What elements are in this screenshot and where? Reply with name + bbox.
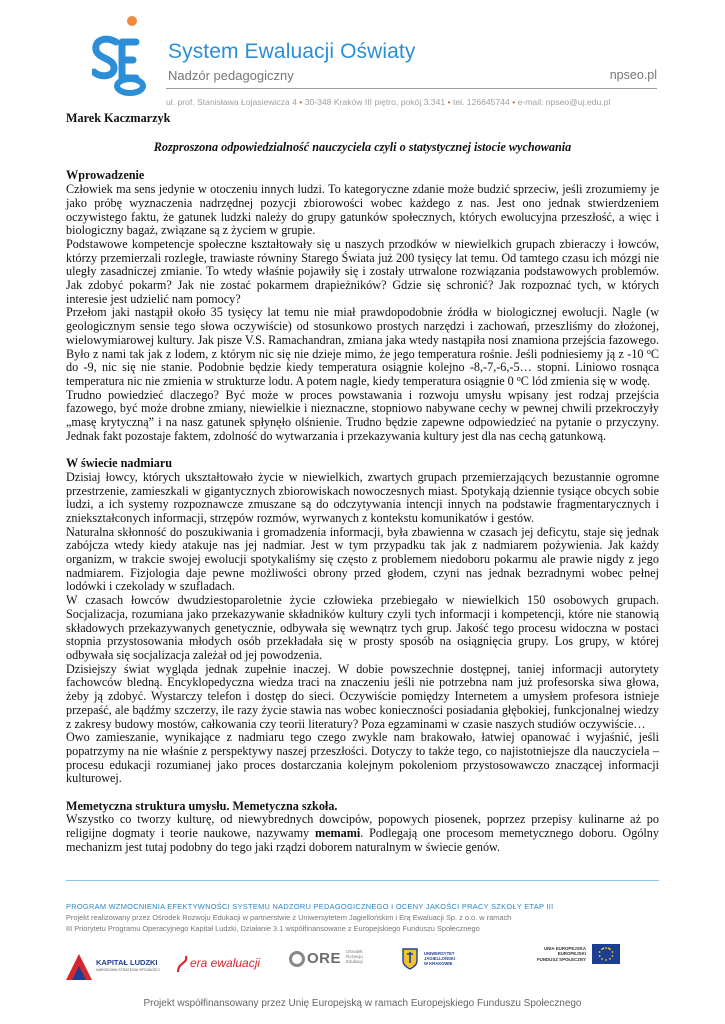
author-name: Marek Kaczmarzyk	[66, 111, 171, 125]
section-heading: Wprowadzenie	[66, 168, 145, 183]
footer-cofinancing-note: Projekt współfinansowany przez Unię Europejską w ramach Europejskiego Funduszu Społecznego	[143, 998, 582, 1009]
uj-text-line: UNIWERSYTET	[424, 951, 455, 956]
address-bullet: •	[447, 97, 453, 107]
uj-logo	[402, 948, 502, 982]
logo-letter-e	[122, 42, 136, 78]
paragraph: Człowiek ma sens jedynie w otoczeniu innych ludzi. To kategoryczne zdanie może budzić sprzeciw, jeśli zrozumiemy je jako próbę wyznaczenia nadrzędnej pozycji zbiorowości wobec każdego z nas. Jest ono jednak stwierdzeniem oczywistego faktu, że gatunek ludzki należy do grupy gatunków społecznych, których ewolucyjna przeszłość, a więc i biologiczny bagaż, związane są z życiem w grupie.	[66, 182, 659, 238]
ore-circle-icon	[288, 950, 306, 968]
eu-text-line: EUROPEJSKI	[557, 951, 586, 957]
paragraph: Dzisiejszy świat wygląda jednak zupełnie inaczej. W dobie powszechnie dostępnej, taniej informacji autorytety fachowców bledną. Encyklopedyczna wiedza traci na znaczeniu jeśli nie potrzebna nam już profesorska siwa głowa, żeby ją zdobyć. Wystarczy telefon i dostęp do sieci. Oczywiście pomiędzy Internetem a umysłem profesora istnieje przepaść, ale bądźmy szczerzy, ile razy życie stawia nas wobec konieczności posiadania głębokiej, funkcjonalnej wiedzy z zakresy budowy mostów, całkowania czy teorii literatury? Poza egzaminami w czasie naszych studiów oczywiście…	[66, 661, 659, 731]
address-street: ul. prof. Stanisława Łojasiewicza 4	[166, 97, 297, 107]
header-divider	[166, 88, 657, 89]
section-spacer	[66, 443, 659, 457]
address-city: 30-348 Kraków III piętro, pokój 3.341	[304, 97, 446, 107]
address-phone: tel. 126645744	[452, 97, 510, 107]
section-heading: Memetyczna struktura umysłu. Memetyczna szkoła.	[66, 798, 338, 813]
era-ewaluacji-logo	[176, 952, 266, 982]
paragraph: Przełom jaki nastąpił około 35 tysięcy lat temu nie miał prawdopodobnie źródła w biologicznej ewolucji. Nagle (w geologicznym sensie tego słowa oczywiście) od stosunkowo prostych narzędzi i zachowań, przeszliśmy do złożonej, wielowymiarowej kultury. Jak pisze V.S. Ramachandran, zmiana jaka wtedy nastąpiła nosi znamiona przejścia fazowego. Było z nami tak jak z lodem, z którym nic się nie dzieje mimo, że jego temperatura rośnie. Jeśli podniesiemy ją z -10 $^o$C do -9, nic się nie stanie. Podobnie będzie kiedy temperatura osiągnie kolejno -8,-7,-6,-5… stopni. Liniowo rosnąca temperatura nic nie zmienia w strukturze lodu. A potem nagle, kiedy temperatura osiągnie 0 $^o$C lód zmienia się w wodę.	[66, 305, 659, 388]
section-spacer	[66, 786, 659, 800]
address-email[interactable]: e-mail: npseo@uj.edu.pl	[517, 97, 611, 107]
uj-crest-icon	[402, 948, 418, 970]
document-sections	[66, 169, 659, 854]
uj-text	[424, 951, 455, 966]
kapital-ludzki-emblem-icon	[66, 954, 92, 980]
website-link[interactable]: npseo.pl	[609, 68, 657, 82]
degree-superscript: o	[646, 346, 651, 356]
uj-text-line: W KRAKOWIE	[424, 961, 453, 966]
kapital-ludzki-subtitle: NARODOWA STRATEGIA SPÓJNOŚCI	[96, 968, 160, 972]
header-address	[166, 97, 610, 107]
paragraph: Trudno powiedzieć dlaczego? Być może w proces powstawania i rozwoju umysłu wpisany jest rodzaj przejścia fazowego, być może drobne zmiany, niewielkie i nieznaczne, stopniowo nabywane cechy w pewnej chwili przekroczyły „masę krytyczną” i na nasz gatunek spłynęło olśnienie. Trudno będzie zapewne odpowiedzieć na pytanie o przyczyny. Jednak fakt pozostaje faktem, zdolność do wytwarzania i przekazywania kultury jest dla nas cechą gatunkową.	[66, 387, 659, 443]
bold-term: memami	[314, 826, 361, 841]
footer-project-line-1: Projekt realizowany przez Ośrodek Rozwoju Edukacji w partnerstwie z Uniwersytetem Jagiellońskim i Erą Ewaluacji Sp. z o.o. w ramach	[66, 913, 512, 922]
paragraph: Dzisiaj łowcy, których ukształtowało życie w niewielkich, zwartych grupach przemierzających bezustannie ogromne przestrzenie, zamieszkali w gigantycznych zbiorowiskach nowoczesnych miast. Spotykają dziennie tysiące obcych sobie ludzi, a ich systemy rozpoznawcze zmuszane są do odczytywania intencji innych na podstawie fragmentarycznych i zniekształconych informacji, strzępów rozmów, wyrwanych z kontekstu komunikatów i gestów.	[66, 469, 659, 525]
page-header	[0, 0, 725, 112]
uj-text-line: JAGIELLOŃSKI	[424, 956, 455, 961]
kapital-ludzki-logo	[66, 952, 166, 986]
brand-title: System Ewaluacji Oświaty	[168, 40, 416, 63]
ore-sub-line: Rozwoju	[346, 954, 363, 960]
logo-letter-s	[94, 39, 116, 76]
seo-logo	[92, 14, 156, 96]
eu-text-line: UNIA EUROPEJSKA	[543, 946, 586, 951]
paragraph: W czasach łowców dwudziestoparoletnie życie człowieka przebiegało w niewielkich 150 osobowych grupach. Socjalizacja, rozumiana jako przekazywanie składników kultury czyli tych informacji i kompetencji, które nie stanowią składowych przekazywanych genetycznie, odbywała się wewnątrz tych grup. Jakość tego procesu widoczna w postaci stopnia przystosowania młodych osób przekładała się w prosty sposób na osiągnięcia grupy. Los grupy, w której odbywała się socjalizacja zależał od jej powodzenia.	[66, 593, 659, 662]
eu-logo	[514, 944, 659, 980]
eu-flag-icon	[592, 944, 620, 964]
era-swirl-icon	[176, 954, 190, 974]
eu-text	[514, 946, 586, 962]
page-footer	[0, 880, 725, 1024]
ore-sub-line: Edukacji	[346, 959, 363, 965]
footer-divider	[66, 880, 659, 881]
paragraph: Owo zamieszanie, wynikające z nadmiaru tego czego zwykle nam brakowało, łatwiej opanować i wyjaśnić, jeśli popatrzymy na nie właśnie z perspektywy naszej przeszłości. Dotyczy to także tego, co najistotniejsze dla nauczyciela – procesu edukacji rozumianej jako proces dostarczania kolejnym pokoleniom przystosowawczo znaczącej informacji kulturowej.	[66, 730, 659, 786]
paragraph: Naturalna skłonność do poszukiwania i gromadzenia informacji, była zbawienna w czasach jej deficytu, staje się jednak zabójcza wtedy kiedy atakuje nas jej nadmiar. Jest w tym przypadku tak jak z nadmiarem pożywienia. Jak każdy organizm, w trakcie swojej ewolucji spotykaliśmy się często z problemem niedoboru pokarmu ale prawie nigdy z jego nadmiarem. Fizjologia daje pewne możliwości obrony przed głodem, czyni nas jednak bezradnymi wobec pełnej lodówki i czekolady w szufladach.	[66, 524, 659, 594]
logo-letter-o	[117, 79, 143, 93]
section-heading: W świecie nadmiaru	[66, 456, 173, 471]
footer-project-line-2: III Priorytetu Programu Operacyjnego Kapitał Ludzki, Działanie 3.1 współfinansowane z Europejskiego Funduszu Społecznego	[66, 924, 480, 933]
logo-dot-orange	[127, 16, 137, 26]
kapital-ludzki-title: KAPITAŁ LUDZKI	[96, 958, 158, 967]
brand-subtitle: Nadzór pedagogiczny	[168, 68, 294, 83]
ore-sub-line: Ośrodek	[346, 949, 363, 954]
footer-program-title: PROGRAM WZMOCNIENIA EFEKTYWNOŚCI SYSTEMU NADZORU PEDAGOGICZNEGO I OCENY JAKOŚCI PRACY SZKOŁY ETAP III	[66, 902, 554, 911]
ore-text: ORE	[307, 950, 342, 967]
document-body	[66, 112, 659, 855]
address-bullet: •	[512, 97, 518, 107]
footer-logos	[66, 940, 659, 1000]
ore-subtitle	[346, 949, 363, 965]
eu-text-line: FUNDUSZ SPOŁECZNY	[536, 956, 586, 962]
paragraph: Podstawowe kompetencje społeczne kształtowały się u naszych przodków w niewielkich grupach zbieraczy i łowców, którzy przemierzali rozległe, trawiaste równiny Starego Świata już 200 tysięcy lat temu. Od tamtego czasu ich mózgi nie uległy zasadniczej zmianie. To wtedy właśnie pojawiły się i zostały utrwalone rozwiązania podstawowych problemów. Jak zdobyć pokarm? Jak nie zostać pokarmem drapieżników? Gdzie się schronić? Jak rozpoznać tych, w których interesie jest udzielić nam pomocy?	[66, 236, 659, 306]
address-bullet: •	[299, 97, 305, 107]
degree-superscript: o	[516, 373, 521, 383]
ore-logo	[288, 948, 388, 982]
era-ewaluacji-text: era ewaluacji	[190, 956, 261, 970]
paragraph: Wszystko co tworzy kulturę, od niewybrednych dowcipów, popowych piosenek, poprzez przepisy kulinarne aż po religijne dogmaty i teorie naukowe, nazywamy memami. Podlegają one procesom memetycznego doboru. Ogólny mechanizm jest tutaj podobny do tego jaki rządzi doborem naturalnym w świecie genów.	[66, 812, 659, 854]
document-title: Rozproszona odpowiedzialność nauczyciela czyli o statystycznej istocie wychowania	[153, 139, 572, 154]
